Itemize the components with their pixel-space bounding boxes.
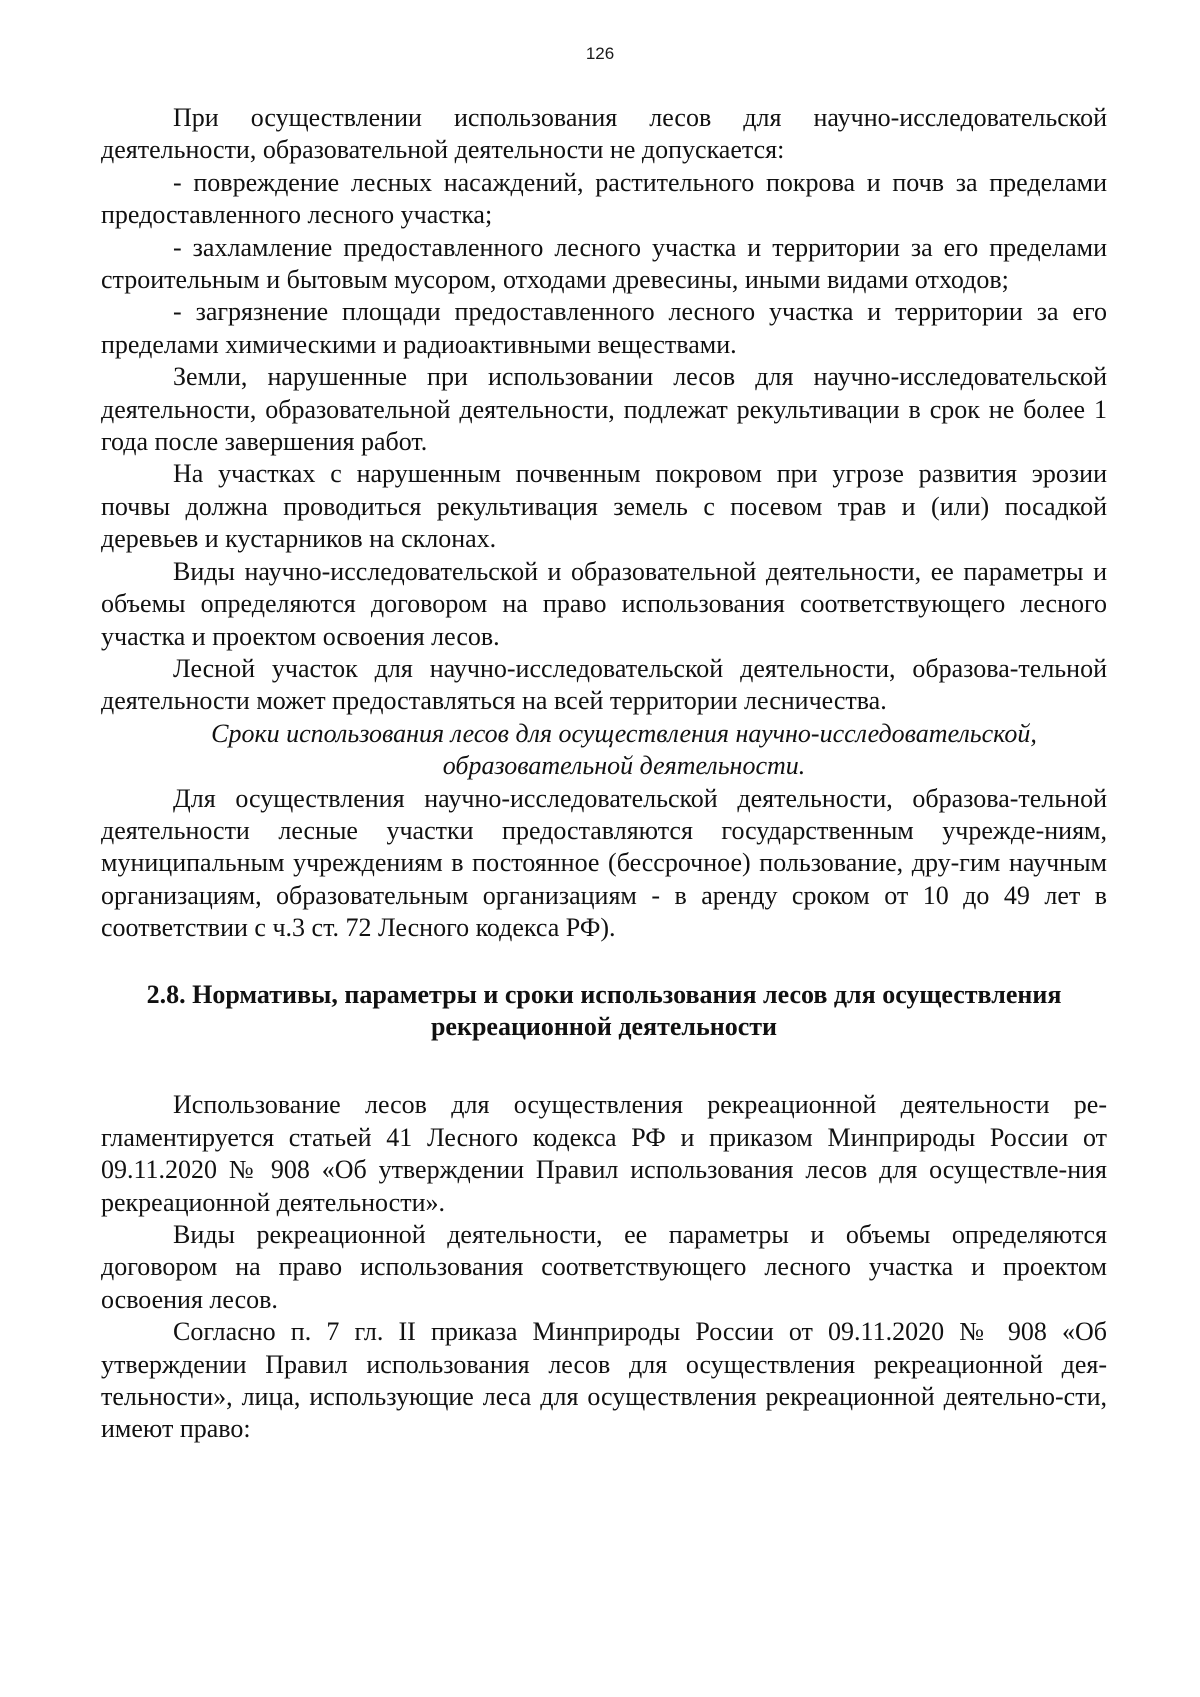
italic-subheading: Сроки использования лесов для осуществления научно-исследовательской, образовательной деятельности. xyxy=(211,718,1037,781)
paragraph-prohibitions-intro: При осуществлении использования лесов для научно-исследовательской деятельности, образовательной деятельности не допускается: xyxy=(101,103,1107,165)
paragraph-activity-types: Виды научно-исследовательской и образовательной деятельности, ее параметры и объемы определяются договором на право использования соответствующего лесного участка и проектом освоения лесов. xyxy=(101,556,1107,651)
paragraph-reclamation: Земли, нарушенные при использовании лесов для научно-исследовательской деятельности, образовательной деятельности, подлежат рекультивации в срок не более 1 года после завершения работ. xyxy=(101,362,1107,457)
document-body xyxy=(101,102,1107,1446)
paragraph-recreation-types: Виды рекреационной деятельности, ее параметры и объемы определяются договором на право использования соответствующего лесного участка и проектом освоения лесов. xyxy=(101,1220,1107,1314)
list-item-littering: - захламление предоставленного лесного участка и территории за его пределами строительным и бытовым мусором, отходами древесины, иными видами отходов; xyxy=(101,232,1107,295)
section-heading: 2.8. Нормативы, параметры и сроки использования лесов для осуществления рекреационной деятельности xyxy=(146,979,1062,1041)
paragraph-territory: Лесной участок для научно-исследовательской деятельности, образова-тельной деятельности может предоставляться на всей территории лесничества. xyxy=(101,653,1107,716)
paragraph-recreation-rights: Согласно п. 7 гл. II приказа Минприроды России от 09.11.2020 № 908 «Об утверждении Правил использования лесов для осуществления рекреационной дея-тельности», лица, использующие леса для осуществления рекреационной деятельно-сти, имеют право: xyxy=(101,1317,1107,1444)
paragraph-recreation-regulation: Использование лесов для осуществления рекреационной деятельности ре-гламентируется статьей 41 Лесного кодекса РФ и приказом Минприроды России от 09.11.2020 № 908 «Об утверждении Правил использования лесов для осуществле-ния рекреационной деятельности». xyxy=(101,1090,1107,1217)
paragraph-lease-terms: Для осуществления научно-исследовательской деятельности, образова-тельной деятельности лесные участки предоставляются государственным учрежде-ниям, муниципальным учреждениям в постоянное (бессрочное) пользование, дру-гим научным организациям, образовательным организациям - в аренду сроком от 10 до 49 лет в соответствии с ч.3 ст. 72 Лесного кодекса РФ). xyxy=(101,783,1107,943)
paragraph-erosion: На участках с нарушенным почвенным покровом при угрозе развития эрозии почвы должна проводиться рекультивация земель с посевом трав и (или) посадкой деревьев и кустарников на склонах. xyxy=(101,459,1107,554)
list-item-pollution: - загрязнение площади предоставленного лесного участка и территории за его пределами химическими и радиоактивными веществами. xyxy=(101,297,1107,359)
list-item-damage: - повреждение лесных насаждений, растительного покрова и почв за пределами предоставленного лесного участка; xyxy=(101,167,1107,230)
page-number: 126 xyxy=(585,44,615,63)
